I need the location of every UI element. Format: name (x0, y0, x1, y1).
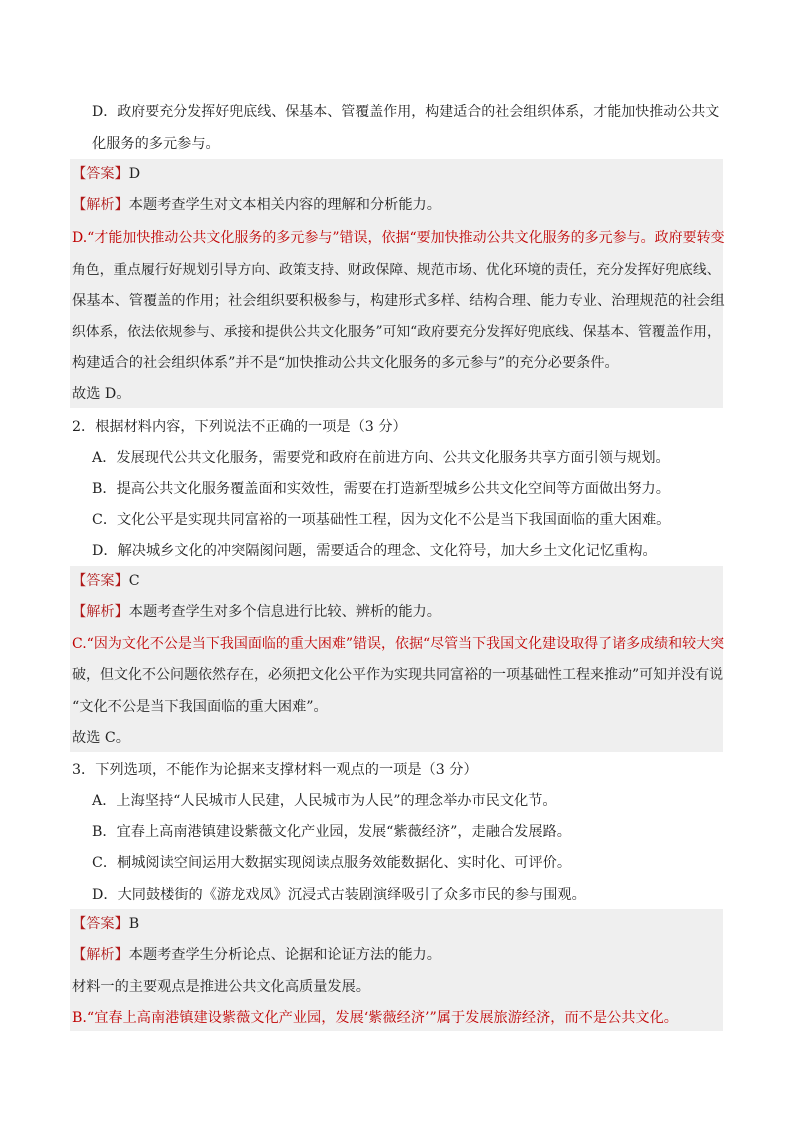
q3-option-c: C．桐城阅读空间运用大数据实现阅读点服务效能数据化、实时化、可评价。 (92, 855, 572, 871)
q2-option-d: D．解决城乡文化的冲突隔阂问题，需要适合的理念、文化符号，加大乡土文化记忆重构。 (92, 543, 657, 559)
analysis-tag: 【解析】 (72, 947, 129, 963)
q1-explain-line: 构建适合的社会组织体系”并不是“加快推动公共文化服务的多元参与”的充分必要条件。 (72, 355, 619, 371)
q2-answer-block (70, 566, 723, 752)
q2-option-b: B．提高公共文化服务覆盖面和实效性，需要在打造新型城乡公共文化空间等方面做出努力。 (92, 481, 670, 497)
q1-answer-line (72, 164, 140, 184)
q2-explain-line: 破，但文化不公问题依然存在，必须把文化公平作为实现共同富裕的一项基础性工程来推动”可知并没有说 (72, 667, 724, 683)
q2-option-c: C．文化公平是实现共同富裕的一项基础性工程，因为文化不公是当下我国面临的重大困难。 (92, 512, 671, 528)
answer-value: D (128, 166, 141, 182)
q1-explain-line: 角色，重点履行好规划引导方向、政策支持、财政保障、规范市场、优化环境的责任，充分发挥好兜底线、 (72, 262, 721, 278)
q1-explain-line: 保基本、管覆盖的作用；社会组织要积极参与，构建形式多样、结构合理、能力专业、治理规范的社会组 (72, 293, 725, 309)
answer-value: B (128, 916, 140, 932)
q2-answer-line (72, 571, 140, 591)
analysis-tag: 【解析】 (72, 604, 129, 620)
q3-explain-line: 材料一的主要观点是推进公共文化高质量发展。 (72, 979, 370, 995)
q3-option-a: A．上海坚持“人民城市人民建，人民城市为人民”的理念举办市民文化节。 (92, 793, 557, 809)
q3-analysis-line (72, 945, 441, 965)
answer-tag: 【答案】 (72, 166, 129, 182)
q2-explain-line: C.“因为文化不公是当下我国面临的重大困难”错误，依据“尽管当下我国文化建设取得了诸多成绩和较大突 (72, 636, 725, 652)
q2-stem: 2．根据材料内容，下列说法不正确的一项是（3 分） (72, 419, 407, 435)
q3-option-b: B．宜春上高南港镇建设紫薇文化产业园，发展“紫薇经济”，走融合发展路。 (92, 824, 571, 840)
q1-conclusion: 故选 D。 (72, 386, 131, 402)
analysis-intro: 本题考查学生对文本相关内容的理解和分析能力。 (128, 197, 441, 213)
answer-tag: 【答案】 (72, 573, 129, 589)
q3-stem: 3．下列选项，不能作为论据来支撑材料一观点的一项是（3 分） (72, 762, 478, 778)
answer-tag: 【答案】 (72, 916, 129, 932)
q1-explain-line: 织体系，依法依规参与、承接和提供公共文化服务”可知“政府要充分发挥好兜底线、保基本、管覆盖作用， (72, 324, 721, 340)
q1-option-d-line2: 化服务的多元参与。 (92, 136, 220, 152)
q2-explain-line: “文化不公是当下我国面临的重大困难”。 (72, 699, 328, 715)
q1-option-d-line1: D．政府要充分发挥好兜底线、保基本、管覆盖作用，构建适合的社会组织体系，才能加快推动公共文 (92, 104, 720, 120)
q2-conclusion: 故选 C。 (72, 730, 130, 746)
analysis-tag: 【解析】 (72, 197, 129, 213)
q2-option-a: A．发展现代公共文化服务，需要党和政府在前进方向、公共文化服务共享方面引领与规划。 (92, 450, 670, 466)
analysis-intro: 本题考查学生对多个信息进行比较、辨析的能力。 (128, 604, 441, 620)
q1-explain-line: D.“才能加快推动公共文化服务的多元参与”错误，依据“要加快推动公共文化服务的多元参与。政府要转变 (72, 230, 725, 246)
analysis-intro: 本题考查学生分析论点、论据和论证方法的能力。 (128, 947, 441, 963)
q3-option-d: D．大同鼓楼街的《游龙戏凤》沉浸式古装剧演绎吸引了众多市民的参与围观。 (92, 887, 586, 903)
q3-answer-line (72, 914, 139, 934)
q3-explain-line: B.“宜春上高南港镇建设紫薇文化产业园，发展‘紫薇经济’”属于发展旅游经济，而不是公共文化。 (72, 1010, 678, 1026)
q2-analysis-line (72, 602, 441, 622)
q1-analysis-line (72, 195, 441, 215)
answer-value: C (128, 573, 140, 589)
